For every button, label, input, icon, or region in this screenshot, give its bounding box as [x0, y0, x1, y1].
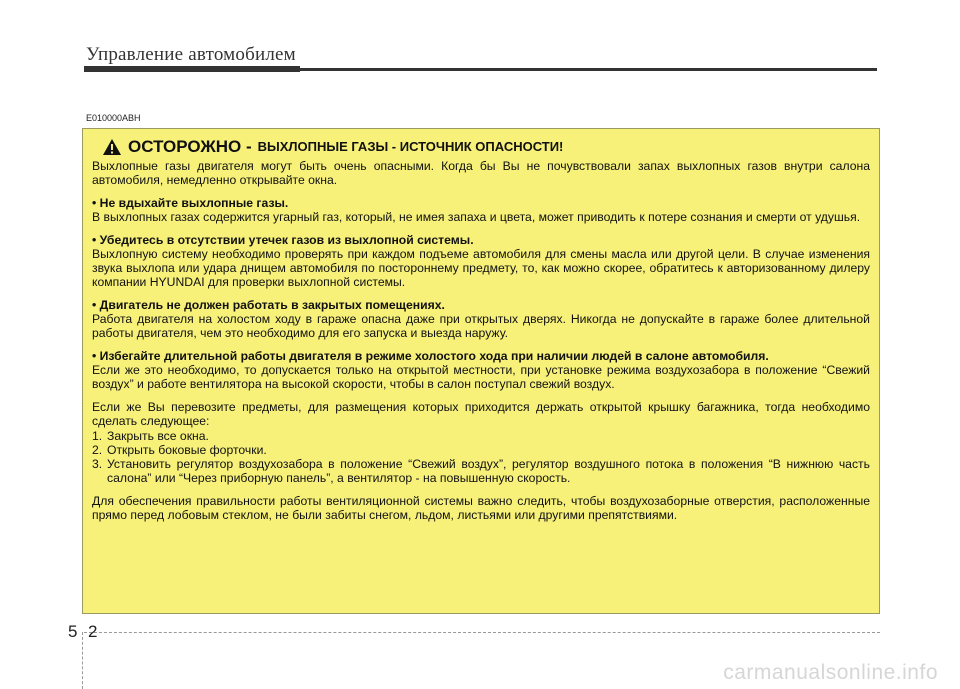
footer-divider	[84, 632, 880, 633]
title-underline	[84, 68, 877, 71]
bullet-title-closed-spaces: • Двигатель не должен работать в закрытых помещениях.	[92, 298, 445, 312]
warning-triangle-icon	[102, 138, 122, 156]
transport-text: Если же Вы перевозите предметы, для размещения которых приходится держать открытой крышку багажника, тогда необходимо сделать следующее:	[92, 400, 870, 428]
bullet-text-closed-spaces: Работа двигателя на холостом ходу в гараже опасна даже при открытых дверях. Никогда не допускайте в гараже более длительной работы двигателя, чем это необходимо для его запуска и выезда наружу.	[92, 312, 870, 340]
document-code: E010000ABH	[86, 113, 141, 123]
footer-vertical-divider	[82, 632, 83, 689]
list-item: 1. Закрыть все окна.	[92, 429, 209, 443]
warning-header	[102, 136, 870, 157]
chapter-number: 5	[68, 622, 78, 641]
bullet-text-idling: Если же это необходимо, то допускается только на открытой местности, при установке режима воздухозабора в положение “Свежий воздух” и работе вентилятора на высокой скорости, чтобы в салон поступал свежий воздух.	[92, 363, 870, 391]
warning-title: ОСТОРОЖНО -	[128, 136, 252, 156]
list-item: 3. Установить регулятор воздухозабора в положение “Свежий воздух”, регулятор воздушного потока в положения “В нижнюю часть салона” или “Через приборную панель”, а вентилятор - на повышенную скорость.	[92, 457, 870, 485]
list-item: 2. Открыть боковые форточки.	[92, 443, 267, 457]
section-title: Управление автомобилем	[86, 44, 296, 65]
bullet-title-idling: • Избегайте длительной работы двигателя в режиме холостого хода при наличии людей в салоне автомобиля.	[92, 349, 769, 363]
warning-box	[82, 128, 880, 614]
bullet-title-leaks: • Убедитесь в отсутствии утечек газов из выхлопной системы.	[92, 233, 474, 247]
steps-list	[92, 429, 870, 485]
warning-subtitle: ВЫХЛОПНЫЕ ГАЗЫ - ИСТОЧНИК ОПАСНОСТИ!	[257, 138, 564, 154]
page-number: 2	[88, 622, 98, 641]
warning-intro: Выхлопные газы двигателя могут быть очень опасными. Когда бы Вы не почувствовали запах выхлопных газов внутри салона автомобиля, немедленно открывайте окна.	[92, 159, 870, 187]
bullet-title-inhale: • Не вдыхайте выхлопные газы.	[92, 196, 289, 210]
watermark: carmanualsonline.info	[723, 661, 938, 684]
bullet-text-inhale: В выхлопных газах содержится угарный газ, который, не имея запаха и цвета, может приводить к потере сознания и смерти от удушья.	[92, 210, 861, 224]
final-text: Для обеспечения правильности работы вентиляционной системы важно следить, чтобы воздухозаборные отверстия, расположенные прямо перед лобовым стеклом, не были забиты снегом, льдом, листьями или другими препятствиями.	[92, 494, 870, 522]
bullet-text-leaks: Выхлопную систему необходимо проверять при каждом подъеме автомобиля для смены масла или другой цели. В случае изменения звука выхлопа или удара днищем автомобиля по постороннему предмету, то, как можно скорее, обратитесь к авторизованному дилеру компании HYUNDAI для проверки выхлопной системы.	[92, 247, 870, 289]
